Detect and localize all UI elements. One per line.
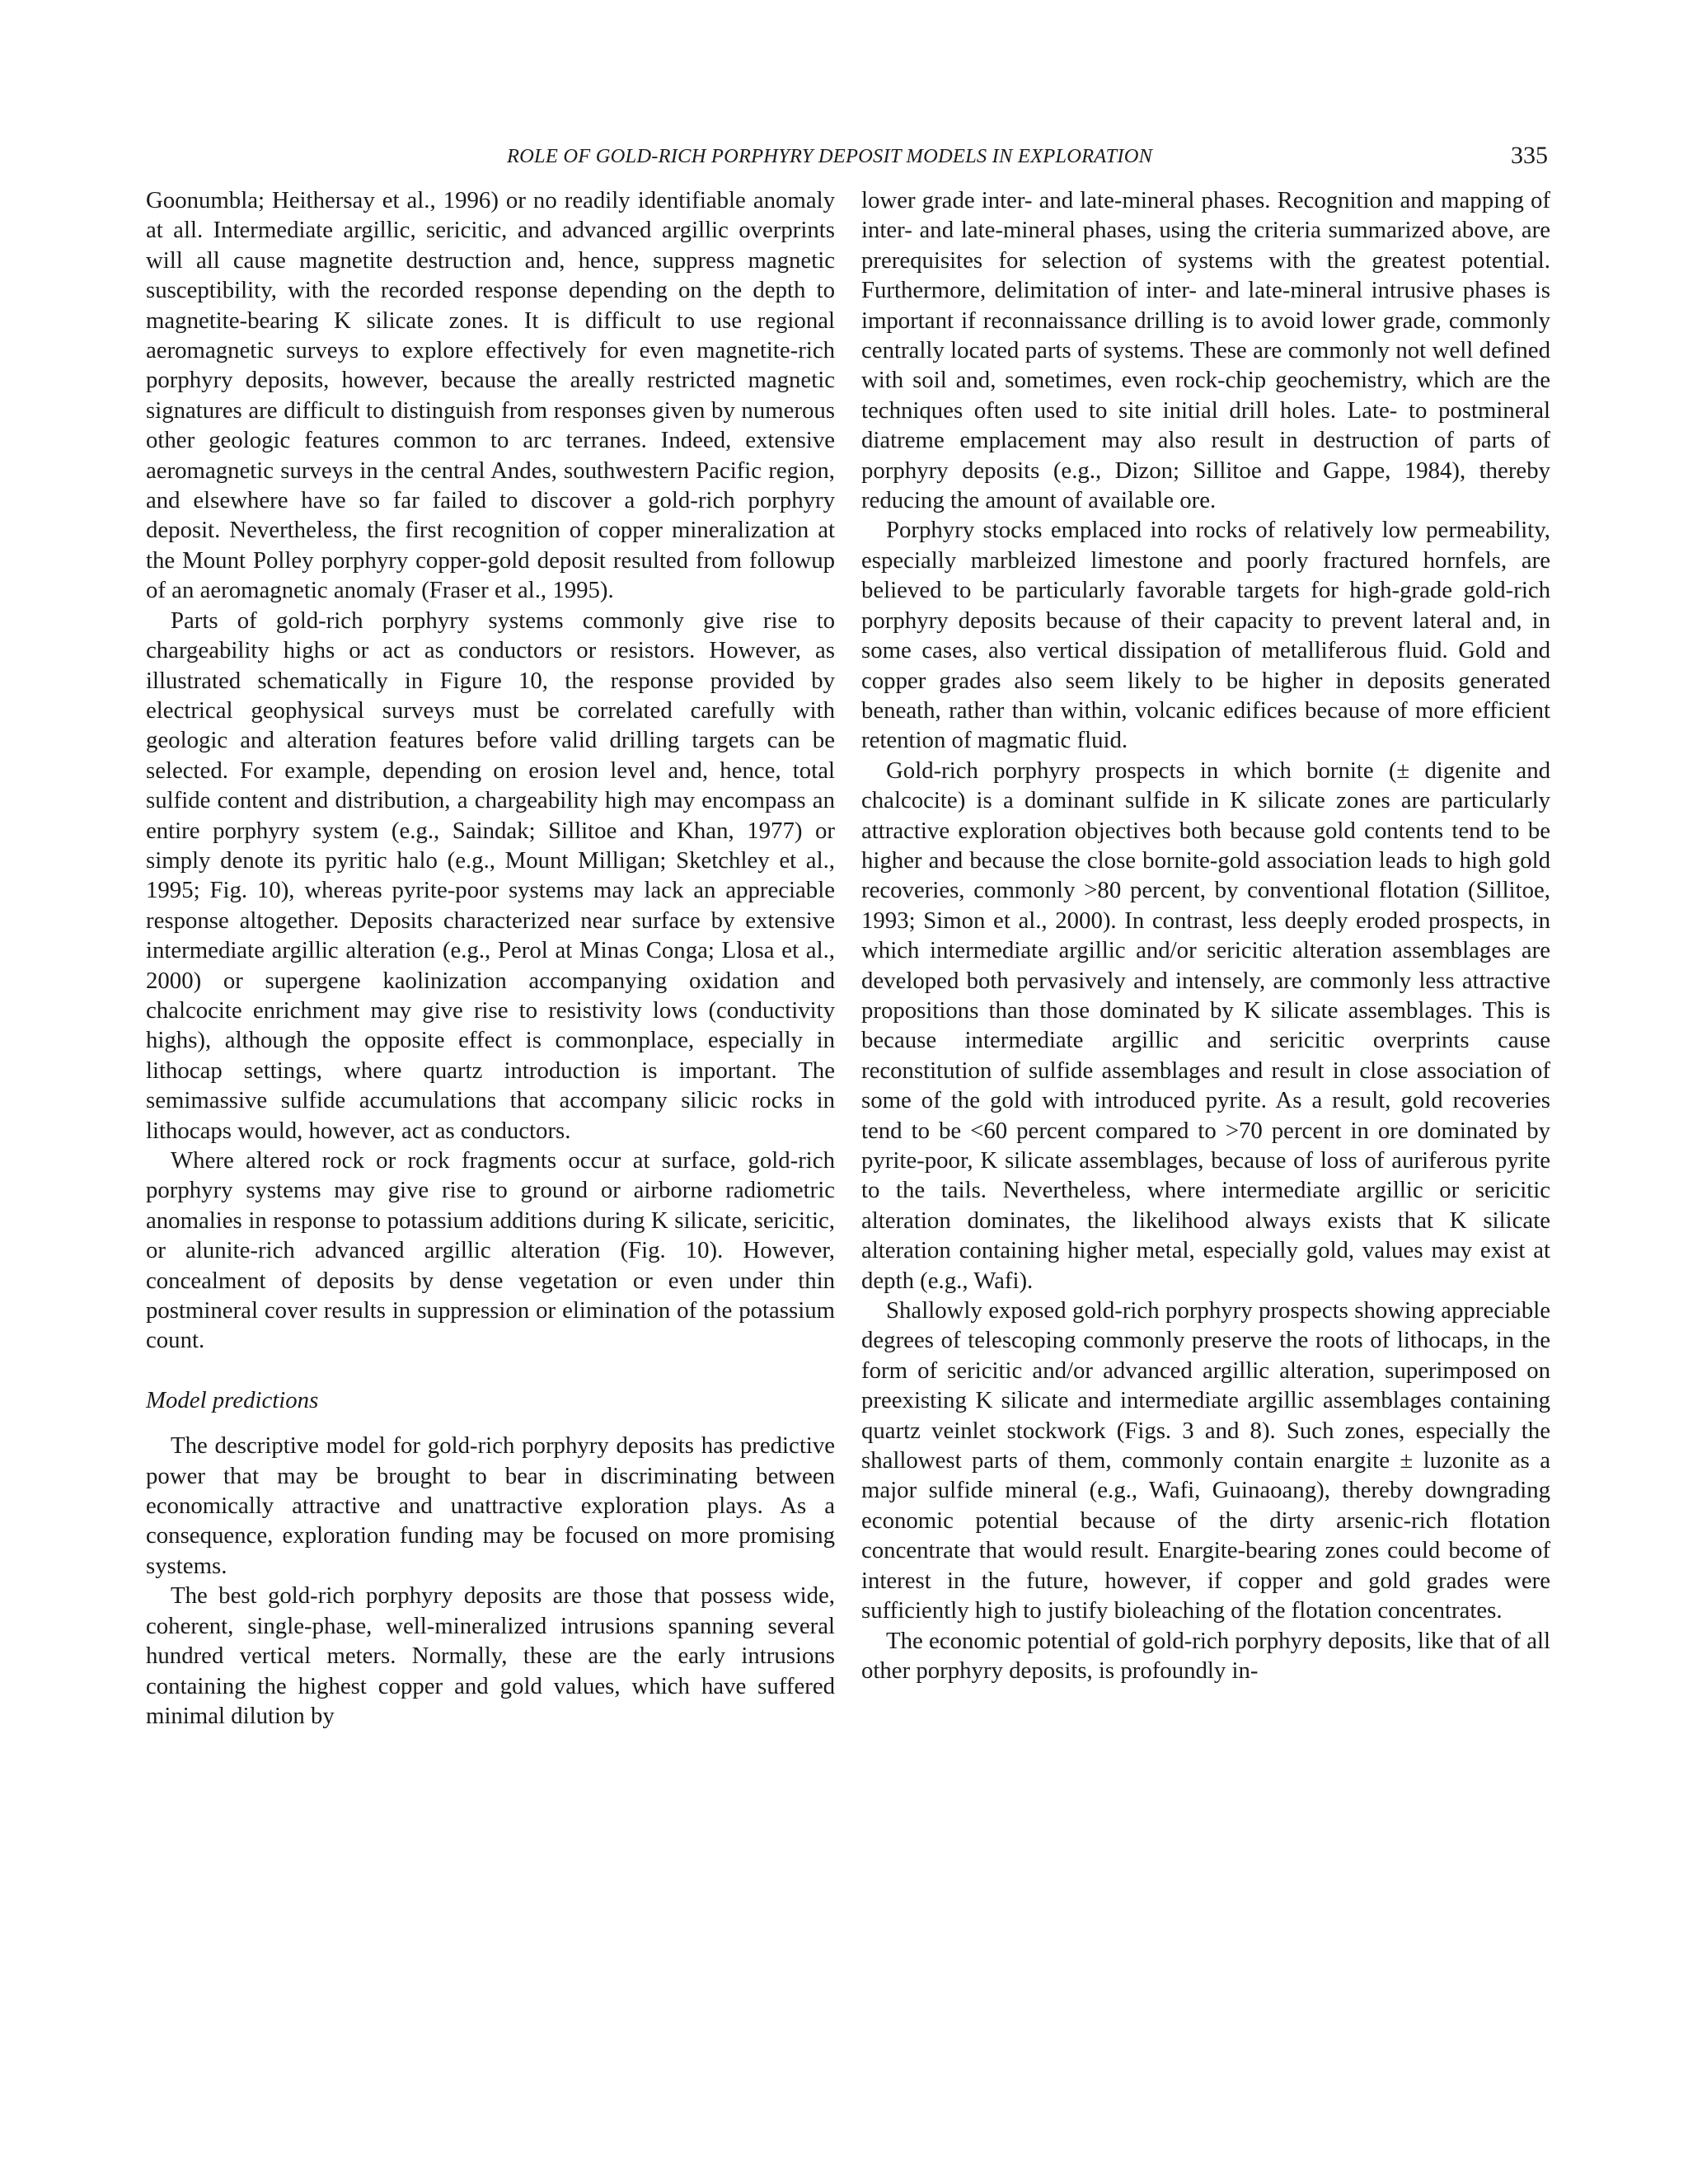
paragraph: The economic potential of gold-rich porphyry deposits, like that of all other porphyry deposits, is profoundly in- bbox=[861, 1627, 1550, 1684]
paragraph: Porphyry stocks emplaced into rocks of relatively low permeability, especially marbleized limestone and poorly fractured hornfels, are believed to be particularly favorable targets for high-grade gold-rich porphyry deposits because of their capacity to prevent lateral and, in some cases, also vertical dissipation of metalliferous fluid. Gold and copper grades also seem likely to be higher in deposits generated beneath, rather than within, volcanic edifices because of more efficient retention of magmatic fluid. bbox=[861, 517, 1550, 754]
paragraph: The descriptive model for gold-rich porphyry deposits has predictive power that may be brought to bear in discriminating between economically attractive and unattractive exploration plays. As a consequence, exploration funding may be focused on more promising systems. bbox=[146, 1432, 835, 1579]
paragraph: Where altered rock or rock fragments occur at surface, gold-rich porphyry systems may give rise to ground or airborne radiometric anomalies in response to potassium additions during K silicate, sericitic, or alunite-rich advanced argillic alteration (Fig. 10). However, concealment of deposits by dense vegetation or even under thin postmineral cover results in suppression or elimination of the potassium count. bbox=[146, 1147, 835, 1354]
paragraph: Shallowly exposed gold-rich porphyry prospects showing appreciable degrees of telescoping commonly preserve the roots of lithocaps, in the form of sericitic and/or advanced argillic alteration, superimposed on preexisting K silicate and intermediate argillic assemblages containing quartz veinlet stockwork (Figs. 3 and 8). Such zones, especially the shallowest parts of them, commonly contain enargite ± luzonite as a major sulfide mineral (e.g., Wafi, Guinaoang), thereby downgrading economic potential because of the dirty arsenic-rich flotation concentrate that would result. Enargite-bearing zones could become of interest in the future, however, if copper and gold grades were sufficiently high to justify bioleaching of the flotation concentrates. bbox=[861, 1297, 1550, 1624]
section-heading: Model predictions bbox=[146, 1386, 319, 1413]
left-column bbox=[146, 185, 835, 1731]
running-title: ROLE OF GOLD-RICH PORPHYRY DEPOSIT MODELS IN EXPLORATION bbox=[507, 145, 1153, 167]
paragraph: The best gold-rich porphyry deposits are those that possess wide, coherent, single-phase, well-mineralized intrusions spanning several hundred vertical meters. Normally, these are the early intrusions containing the highest copper and gold values, which have suffered minimal dilution by bbox=[146, 1582, 835, 1729]
paragraph: lower grade inter- and late-mineral phases. Recognition and mapping of inter- and late-mineral phases, using the criteria summarized above, are prerequisites for selection of systems with the greatest potential. Furthermore, delimitation of inter- and late-mineral intrusive phases is important if reconnaissance drilling is to avoid lower grade, commonly centrally located parts of systems. These are commonly not well defined with soil and, sometimes, even rock-chip geochemistry, which are the techniques often used to site initial drill holes. Late- to postmineral diatreme emplacement may also result in destruction of parts of porphyry deposits (e.g., Dizon; Sillitoe and Gappe, 1984), thereby reducing the amount of available ore. bbox=[861, 187, 1550, 514]
paragraph: Gold-rich porphyry prospects in which bornite (± digenite and chalcocite) is a dominant sulfide in K silicate zones are particularly attractive exploration objectives both because gold contents tend to be higher and because the close bornite-gold association leads to high gold recoveries, commonly >80 percent, by conventional flotation (Sillitoe, 1993; Simon et al., 2000). In contrast, less deeply eroded prospects, in which intermediate argillic and/or sericitic alteration assemblages are developed both pervasively and intensely, are commonly less attractive propositions than those dominated by K silicate assemblages. This is because intermediate argillic and sericitic overprints cause reconstitution of sulfide assemblages and result in close association of some of the gold with introduced pyrite. As a result, gold recoveries tend to be <60 percent compared to >70 percent in ore dominated by pyrite-poor, K silicate assemblages, because of loss of auriferous pyrite to the tails. Nevertheless, where intermediate argillic or sericitic alteration dominates, the likelihood always exists that K silicate alteration containing higher metal, especially gold, values may exist at depth (e.g., Wafi). bbox=[861, 757, 1550, 1294]
paragraph: Goonumbla; Heithersay et al., 1996) or no readily identifiable anomaly at all. Intermediate argillic, sericitic, and advanced argillic overprints will all cause magnetite destruction and, hence, suppress magnetic susceptibility, with the recorded response depending on the depth to magnetite-bearing K silicate zones. It is difficult to use regional aeromagnetic surveys to explore effectively for even magnetite-rich porphyry deposits, however, because the areally restricted magnetic signatures are difficult to distinguish from responses given by numerous other geologic features common to arc terranes. Indeed, extensive aeromagnetic surveys in the central Andes, southwestern Pacific region, and elsewhere have so far failed to discover a gold-rich porphyry deposit. Nevertheless, the first recognition of copper mineralization at the Mount Polley porphyry copper-gold deposit resulted from followup of an aeromagnetic anomaly (Fraser et al., 1995). bbox=[146, 187, 835, 604]
page-number: 335 bbox=[1511, 142, 1548, 169]
right-column bbox=[861, 185, 1550, 1685]
paragraph: Parts of gold-rich porphyry systems commonly give rise to chargeability highs or act as conductors or resistors. However, as illustrated schematically in Figure 10, the response provided by electrical geophysical surveys must be correlated carefully with geologic and alteration features before valid drilling targets can be selected. For example, depending on erosion level and, hence, total sulfide content and distribution, a chargeability high may encompass an entire porphyry system (e.g., Saindak; Sillitoe and Khan, 1977) or simply denote its pyritic halo (e.g., Mount Milligan; Sketchley et al., 1995; Fig. 10), whereas pyrite-poor systems may lack an appreciable response altogether. Deposits characterized near surface by extensive intermediate argillic alteration (e.g., Perol at Minas Conga; Llosa et al., 2000) or supergene kaolinization accompanying oxidation and chalcocite enrichment may give rise to resistivity lows (conductivity highs), although the opposite effect is commonplace, especially in lithocap settings, where quartz introduction is important. The semimassive sulfide accumulations that accompany silicic rocks in lithocaps would, however, act as conductors. bbox=[146, 607, 835, 1144]
